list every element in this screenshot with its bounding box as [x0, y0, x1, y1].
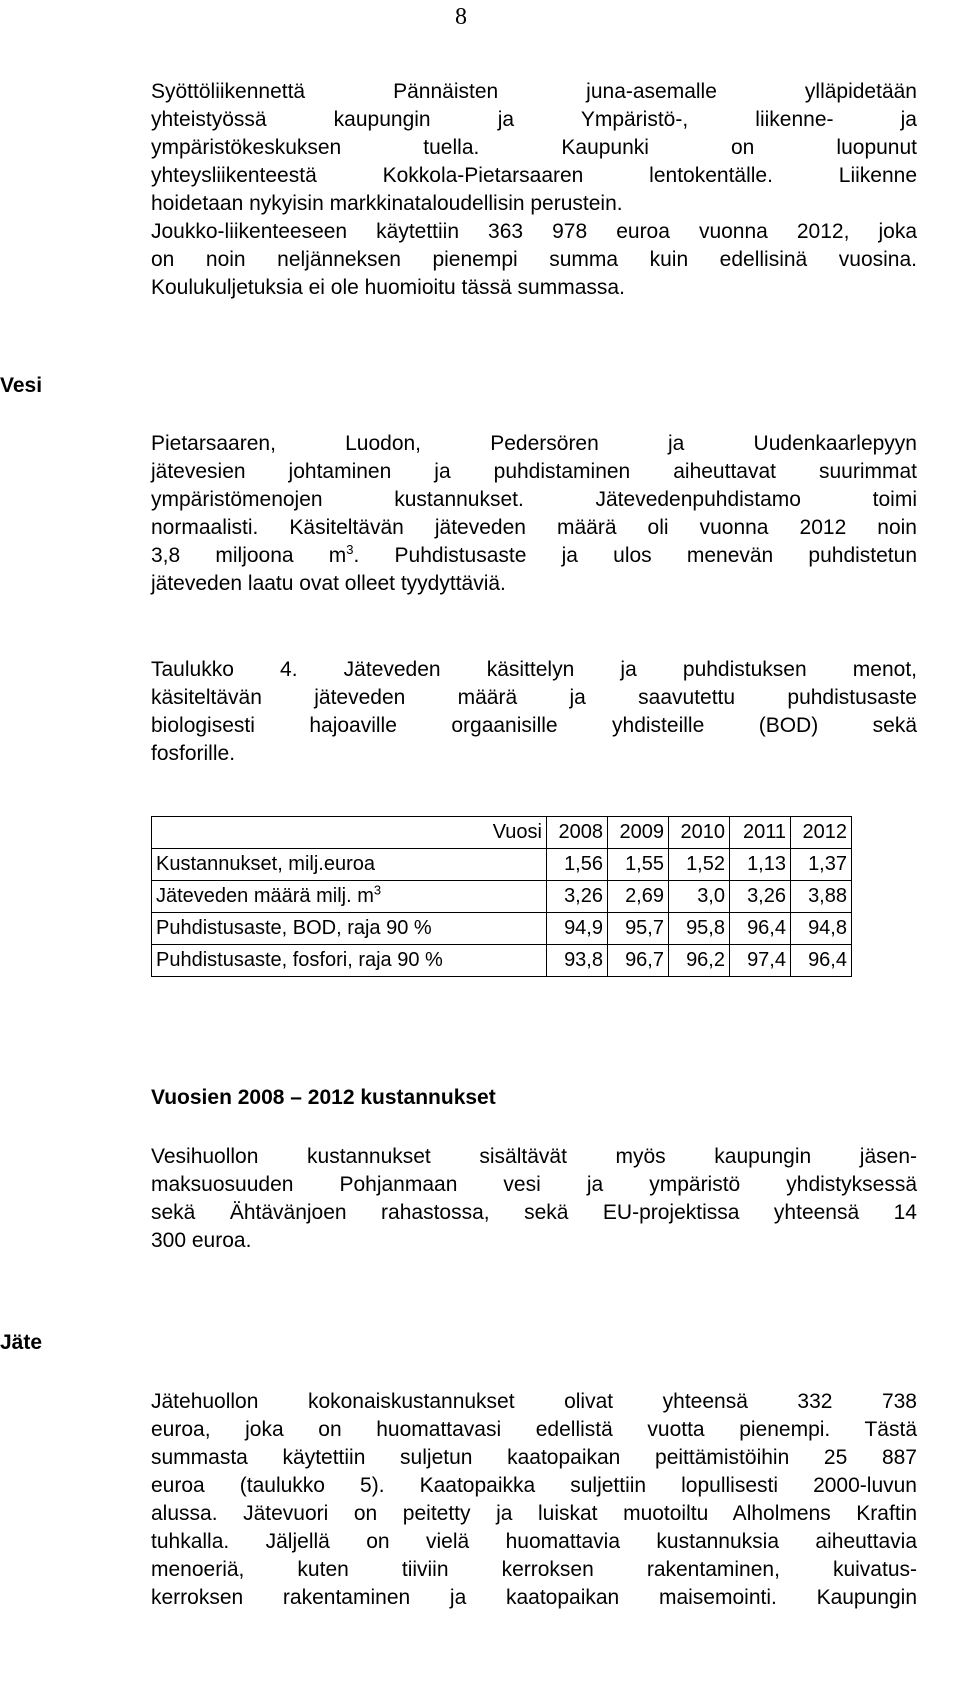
cell: 3,0 [669, 881, 730, 913]
table-caption [151, 656, 917, 768]
text-line: Pietarsaaren, Luodon, Pedersören ja Uudenkaarlepyyn [151, 432, 917, 455]
text-line: hoidetaan nykyisin markkinataloudellisin perustein. [151, 192, 623, 215]
row-label: Kustannukset, milj.euroa [152, 849, 547, 881]
text-line: käsiteltävän jäteveden määrä ja saavutettu puhdistusaste [151, 686, 917, 709]
text-line: menoeriä, kuten tiiviin kerroksen rakentaminen, kuivatus- [151, 1558, 917, 1581]
text-line: yhteistyössä kaupungin ja Ympäristö-, liikenne- ja [151, 108, 917, 131]
cell: 97,4 [730, 945, 791, 977]
text-line: jätevesien johtaminen ja puhdistaminen aiheuttavat suurimmat [151, 460, 917, 483]
cell: 96,7 [608, 945, 669, 977]
text-line: Koulukuljetuksia ei ole huomioitu tässä summassa. [151, 276, 625, 299]
table-header-label: Vuosi [152, 817, 547, 849]
row-label: Puhdistusaste, fosfori, raja 90 % [152, 945, 547, 977]
table-header-year: 2011 [730, 817, 791, 849]
cell: 3,26 [547, 881, 608, 913]
text-line: summasta käytettiin suljetun kaatopaikan peittämistöihin 25 887 [151, 1446, 917, 1469]
superscript: 3 [346, 542, 354, 557]
text-line: kerroksen rakentaminen ja kaatopaikan maisemointi. Kaupungin [151, 1586, 917, 1609]
table-header-row [152, 817, 852, 849]
paragraph-waste [151, 1388, 917, 1612]
text-line: euroa (taulukko 5). Kaatopaikka suljettiin lopullisesti 2000-luvun [151, 1474, 917, 1497]
cell: 96,4 [791, 945, 852, 977]
text-line: yhteysliikenteestä Kokkola-Pietarsaaren lentokentälle. Liikenne [151, 164, 917, 187]
text-line: Vesihuollon kustannukset sisältävät myös kaupungin jäsen- [151, 1145, 917, 1168]
text-line: tuhkalla. Jäljellä on vielä huomattavia kustannuksia aiheuttavia [151, 1530, 917, 1553]
text-line: 300 euroa. [151, 1229, 252, 1252]
cell: 3,26 [730, 881, 791, 913]
text-line: sekä Ähtävänjoen rahastossa, sekä EU-projektissa yhteensä 14 [151, 1201, 917, 1224]
page-number: 8 [455, 4, 467, 30]
row-label [152, 881, 547, 913]
text-line: biologisesti hajoaville orgaanisille yhdisteille (BOD) sekä [151, 714, 917, 737]
row-label: Puhdistusaste, BOD, raja 90 % [152, 913, 547, 945]
cell: 94,8 [791, 913, 852, 945]
section-heading-costs: Vuosien 2008 – 2012 kustannukset [151, 1086, 496, 1109]
cell: 96,4 [730, 913, 791, 945]
text-line: normaalisti. Käsiteltävän jäteveden määrä oli vuonna 2012 noin [151, 516, 917, 539]
text-line: on noin neljänneksen pienempi summa kuin edellisinä vuosina. [151, 248, 917, 271]
water-costs-table [151, 816, 852, 977]
paragraph-water-costs [151, 1143, 917, 1255]
table-header-year: 2008 [547, 817, 608, 849]
text-line: Taulukko 4. Jäteveden käsittelyn ja puhdistuksen menot, [151, 658, 917, 681]
text-line: Syöttöliikennettä Pännäisten juna-asemalle ylläpidetään [151, 80, 917, 103]
cell: 95,8 [669, 913, 730, 945]
text-part: . Puhdistusaste ja ulos menevän puhdistetun [353, 544, 917, 567]
text-part: 3,8 miljoona m [151, 544, 347, 567]
table-row [152, 945, 852, 977]
table-header-year: 2009 [608, 817, 669, 849]
row-label-text: Jäteveden määrä milj. m [156, 885, 374, 907]
cell: 1,56 [547, 849, 608, 881]
text-line: ympäristömenojen kustannukset. Jätevedenpuhdistamo toimi [151, 488, 917, 511]
text-line: fosforille. [151, 742, 236, 765]
cell: 3,88 [791, 881, 852, 913]
cell: 93,8 [547, 945, 608, 977]
paragraph-water [151, 430, 917, 598]
cell: 1,52 [669, 849, 730, 881]
table-header-year: 2010 [669, 817, 730, 849]
table-row [152, 881, 852, 913]
cell: 96,2 [669, 945, 730, 977]
text-line: maksuosuuden Pohjanmaan vesi ja ympäristö yhdistyksessä [151, 1173, 917, 1196]
superscript: 3 [373, 882, 382, 898]
text-line [151, 542, 917, 570]
text-line: Joukko-liikenteeseen käytettiin 363 978 euroa vuonna 2012, joka [151, 220, 917, 243]
cell: 95,7 [608, 913, 669, 945]
cell: 2,69 [608, 881, 669, 913]
text-line: ympäristökeskuksen tuella. Kaupunki on luopunut [151, 136, 917, 159]
cell: 94,9 [547, 913, 608, 945]
side-heading-vesi: Vesi [0, 374, 43, 397]
side-heading-jate: Jäte [0, 1331, 43, 1354]
text-line: euroa, joka on huomattavasi edellistä vuotta pienempi. Tästä [151, 1418, 917, 1441]
text-line: jäteveden laatu ovat olleet tyydyttäviä. [151, 572, 506, 595]
cell: 1,55 [608, 849, 669, 881]
table-header-year: 2012 [791, 817, 852, 849]
text-line: alussa. Jätevuori on peitetty ja luiskat muotoiltu Alholmens Kraftin [151, 1502, 917, 1525]
cell: 1,13 [730, 849, 791, 881]
text-line: Jätehuollon kokonaiskustannukset olivat yhteensä 332 738 [151, 1390, 917, 1413]
table-row [152, 849, 852, 881]
cell: 1,37 [791, 849, 852, 881]
paragraph-transport [151, 78, 917, 302]
table-row [152, 913, 852, 945]
